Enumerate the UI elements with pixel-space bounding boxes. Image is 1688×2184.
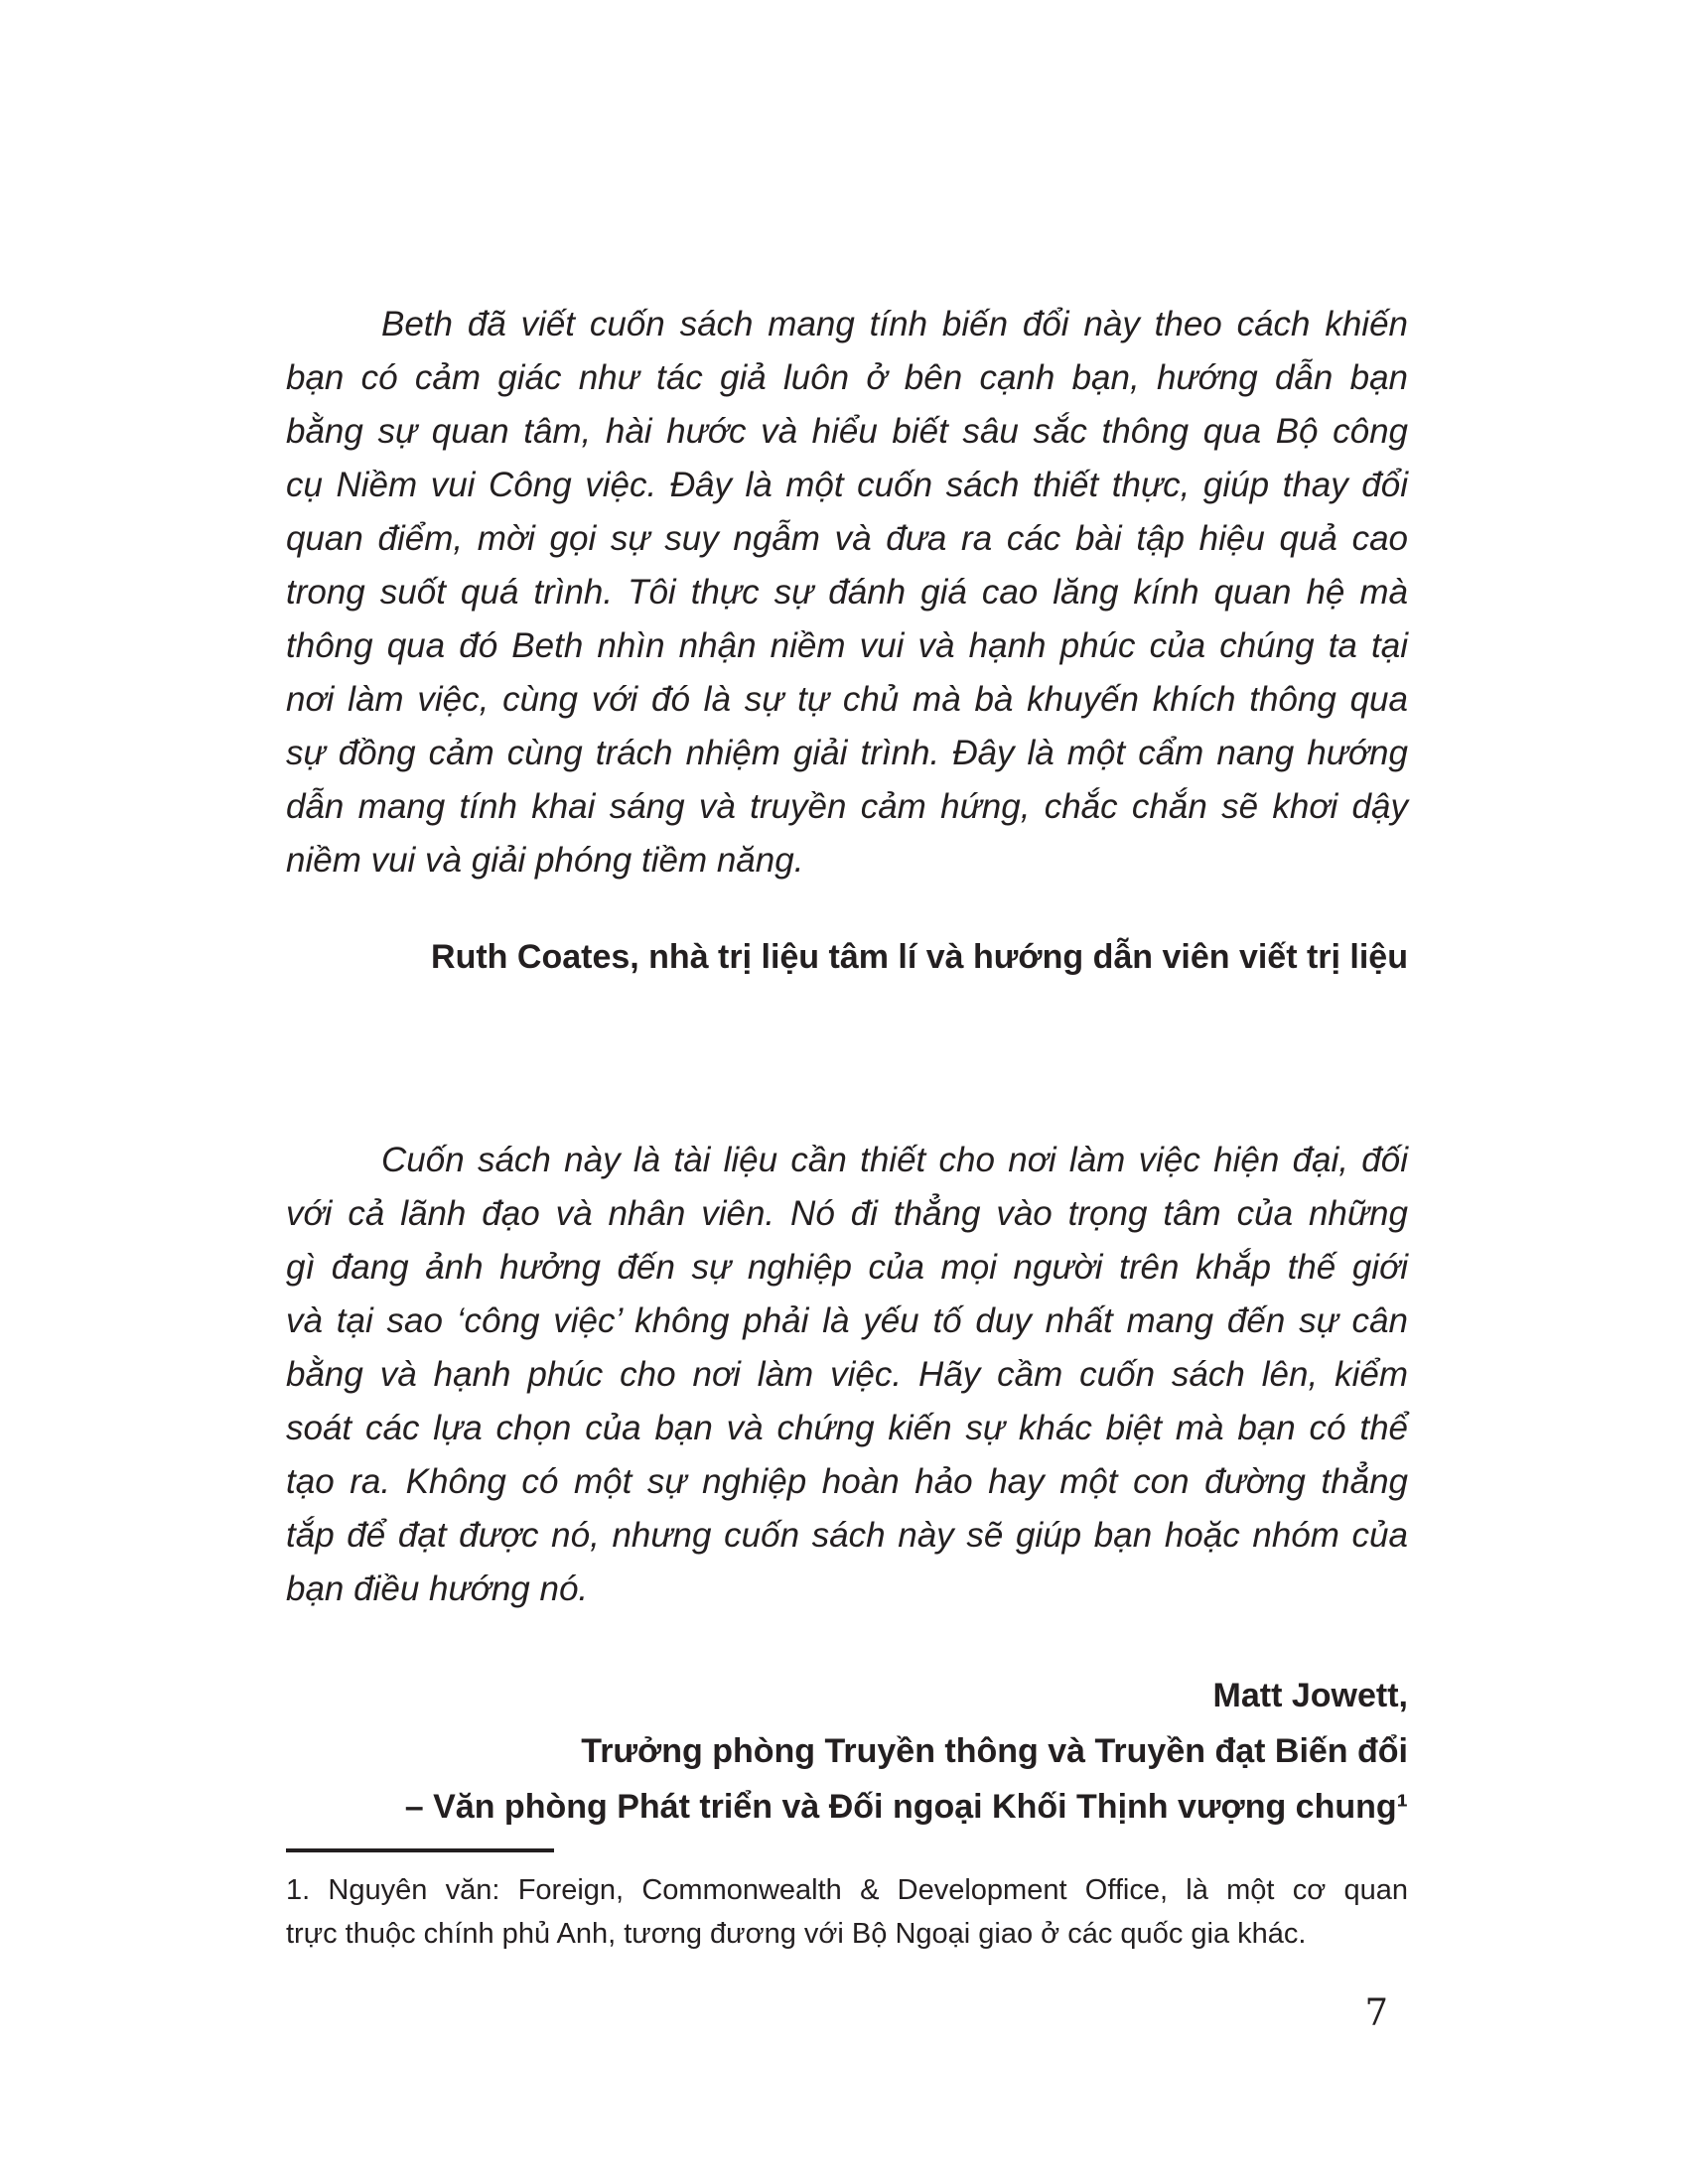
text-line: nơi làm việc, cùng với đó là sự tự chủ mà bà khuyến khích thông qua xyxy=(286,680,1408,719)
text-line: soát các lựa chọn của bạn và chứng kiến sự khác biệt mà bạn có thể xyxy=(286,1409,1408,1447)
text-line: – Văn phòng Phát triển và Đối ngoại Khối Thịnh vượng chung¹ xyxy=(404,1788,1408,1826)
quote-2-attribution xyxy=(286,1668,1408,1835)
footnote xyxy=(286,1868,1408,1956)
text-line: trong suốt quá trình. Tôi thực sự đánh giá cao lăng kính quan hệ mà xyxy=(286,573,1408,612)
text-line: bằng sự quan tâm, hài hước và hiểu biết sâu sắc thông qua Bộ công xyxy=(286,412,1408,451)
text-line: bạn có cảm giác như tác giả luôn ở bên cạnh bạn, hướng dẫn bạn xyxy=(286,358,1408,397)
text-line: sự đồng cảm cùng trách nhiệm giải trình. Đây là một cẩm nang hướng xyxy=(286,734,1408,772)
text-line: Trưởng phòng Truyền thông và Truyền đạt Biến đổi xyxy=(581,1732,1408,1770)
text-line: gì đang ảnh hưởng đến sự nghiệp của mọi người trên khắp thế giới xyxy=(286,1248,1408,1287)
text-line: niềm vui và giải phóng tiềm năng. xyxy=(286,841,804,880)
quote-2-text xyxy=(286,1134,1408,1616)
text-line: và tại sao ‘công việc’ không phải là yếu tố duy nhất mang đến sự cân xyxy=(286,1301,1408,1340)
page-content xyxy=(286,0,1408,2035)
page-number: 7 xyxy=(1364,1991,1388,2034)
text-line: với cả lãnh đạo và nhân viên. Nó đi thẳng vào trọng tâm của những xyxy=(286,1194,1408,1233)
quote-1-attribution xyxy=(286,929,1408,985)
text-line: Cuốn sách này là tài liệu cần thiết cho nơi làm việc hiện đại, đối xyxy=(381,1141,1408,1179)
text-line: quan điểm, mời gọi sự suy ngẫm và đưa ra các bài tập hiệu quả cao xyxy=(286,519,1408,558)
text-line: bằng và hạnh phúc cho nơi làm việc. Hãy cầm cuốn sách lên, kiểm xyxy=(286,1355,1408,1394)
text-line: 1. Nguyên văn: Foreign, Commonwealth & Development Office, là một cơ quan xyxy=(286,1874,1408,1906)
text-line: Ruth Coates, nhà trị liệu tâm lí và hướng dẫn viên viết trị liệu xyxy=(431,938,1408,976)
text-line: bạn điều hướng nó. xyxy=(286,1570,589,1608)
text-line: Beth đã viết cuốn sách mang tính biến đổi này theo cách khiến xyxy=(381,305,1408,343)
endorsement-quote-1 xyxy=(286,298,1408,985)
text-line: thông qua đó Beth nhìn nhận niềm vui và hạnh phúc của chúng ta tại xyxy=(286,626,1408,665)
text-line: tạo ra. Không có một sự nghiệp hoàn hảo hay một con đường thẳng xyxy=(286,1462,1408,1501)
text-line: dẫn mang tính khai sáng và truyền cảm hứng, chắc chắn sẽ khơi dậy xyxy=(286,787,1408,826)
text-line: Matt Jowett, xyxy=(1212,1677,1408,1714)
text-line: trực thuộc chính phủ Anh, tương đương với Bộ Ngoại giao ở các quốc gia khác. xyxy=(286,1918,1307,1950)
endorsement-quote-2 xyxy=(286,1134,1408,1835)
footnote-separator xyxy=(286,1848,554,1852)
text-line: cụ Niềm vui Công việc. Đây là một cuốn sách thiết thực, giúp thay đổi xyxy=(286,466,1408,504)
quote-1-text xyxy=(286,298,1408,887)
text-line: tắp để đạt được nó, nhưng cuốn sách này sẽ giúp bạn hoặc nhóm của xyxy=(286,1516,1408,1555)
